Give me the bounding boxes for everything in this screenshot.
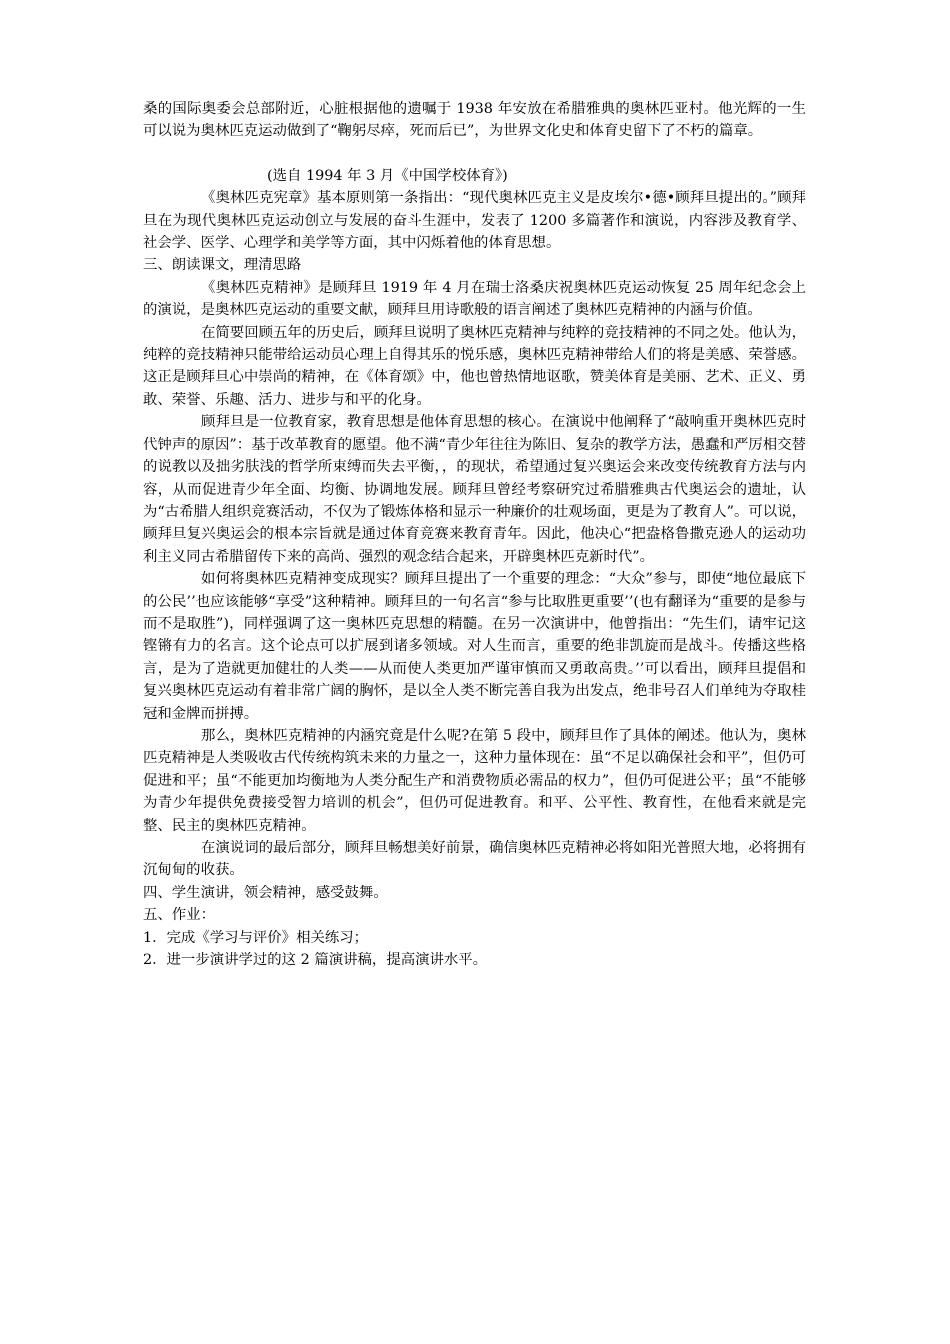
paragraph-meaning: 那么，奥林匹克精神的内涵究竟是什么呢?在第 5 段中，顾拜旦作了具体的阐述。他认为，奥林匹克精神是人类吸收古代传统构筑未来的力量之一，这种力量体现在：虽“不足以确保社会和平”，但仍可促进和平；虽“不能更加均衡地为人类分配生产和消费物质必需品的权力”，但仍可促进公平；虽“不能够为青少年提供免费接受智力培训的机会”，但仍可促进教育。和平、公平性、教育性，在他看来就是完整、民主的奥林匹克精神。 [143, 727, 806, 834]
source-citation: (选自 1994 年 3 月《中国学校体育》) [267, 167, 508, 184]
section-heading-4: 四、学生演讲，领会精神，感受鼓舞。 [143, 884, 388, 901]
document-body [143, 98, 806, 971]
paragraph-conclusion: 在演说词的最后部分，顾拜旦畅想美好前景，确信奥林匹克精神必将如阳光普照大地，必将拥有沉甸甸的收获。 [143, 840, 806, 879]
section-heading-3: 三、朗读课文，理清思路 [143, 257, 302, 274]
paragraph-competition-spirit: 在简要回顾五年的历史后，顾拜旦说明了奥林匹克精神与纯粹的竞技精神的不同之处。他认为，纯粹的竞技精神只能带给运动员心理上自得其乐的悦乐感，奥林匹克精神带给人们的将是美感、荣誉感。这正是顾拜旦心中崇尚的精神，在《体育颂》中，他也曾热情地讴歌，赞美体育是美丽、艺术、正义、勇敢、荣誉、乐趣、活力、进步与和平的化身。 [143, 324, 806, 408]
paragraph-education: 顾拜旦是一位教育家，教育思想是他体育思想的核心。在演说中他阐释了“敲响重开奥林匹克时代钟声的原因”：基于改革教育的愿望。他不满“青少年往往为陈旧、复杂的教学方法，愚蠢和严厉相交替的说教以及拙劣肤浅的哲学所束缚而失去平衡，，的现状，希望通过复兴奥运会来改变传统教育方法与内容，从而促进青少年全面、均衡、协调地发展。顾拜旦曾经考察研究过希腊雅典古代奥运会的遗址，认为“古希腊人组织竞赛活动，不仅为了锻炼体格和显示一种廉价的壮观场面，更是为了教育人”。可以说，顾拜旦复兴奥运会的根本宗旨就是通过体育竞赛来教育青年。因此，他决心“把盎格鲁撒克逊人的运动功利主义同古希腊留传下来的高尚、强烈的观念结合起来，开辟奥林匹克新时代”。 [143, 414, 806, 565]
paragraph-charter: 《奥林匹克宪章》基本原则第一条指出：“现代奥林匹克主义是皮埃尔•德•顾拜旦提出的。”顾拜旦在为现代奥林匹克运动创立与发展的奋斗生涯中，发表了 1200 多篇著作和演说，内容涉及教育学、社会学、医学、心理学和美学等方面，其中闪烁着他的体育思想。 [143, 190, 806, 252]
homework-item-1: 1．完成《学习与评价》相关练习； [143, 929, 369, 946]
paragraph-speech-background: 《奥林匹克精神》是顾拜旦 1919 年 4 月在瑞士洛桑庆祝奥林匹克运动恢复 25 周年纪念会上的演说，是奥林匹克运动的重要文献，顾拜旦用诗歌般的语言阐述了奥林匹克精神的内涵与价值。 [143, 279, 806, 319]
paragraph-participation: 如何将奥林匹克精神变成现实？顾拜旦提出了一个重要的理念：“大众”参与，即使“地位最底下的公民’’也应该能够“享受”这种精神。顾拜旦的一句名言“参与比取胜更重要’’(也有翻译为“重要的是参与而不是取胜”)，同样强调了这一奥林匹克思想的精髓。在另一次演讲中，他曾指出：“先生们，请牢记这铿锵有力的名言。这个论点可以扩展到诸多领域。对人生而言，重要的绝非凯旋而是战斗。传播这些格言，是为了造就更加健壮的人类——从而使人类更加严谨审慎而又勇敢高贵。’’可以看出，顾拜旦提倡和复兴奥林匹克运动有着非常广阔的胸怀，是以全人类不断完善自我为出发点，绝非号召人们单纯为夺取桂冠和金牌而拼搏。 [143, 571, 806, 722]
homework-item-2: 2．进一步演讲学过的这 2 篇演讲稿，提高演讲水平。 [143, 952, 488, 969]
section-heading-5: 五、作业： [143, 907, 215, 924]
paragraph-intro: 桑的国际奥委会总部附近，心脏根据他的遗嘱于 1938 年安放在希腊雅典的奥林匹亚村。他光辉的一生可以说为奥林匹克运动做到了“鞠躬尽瘁，死而后已”，为世界文化史和体育史留下了不朽的篇章。 [143, 101, 806, 140]
